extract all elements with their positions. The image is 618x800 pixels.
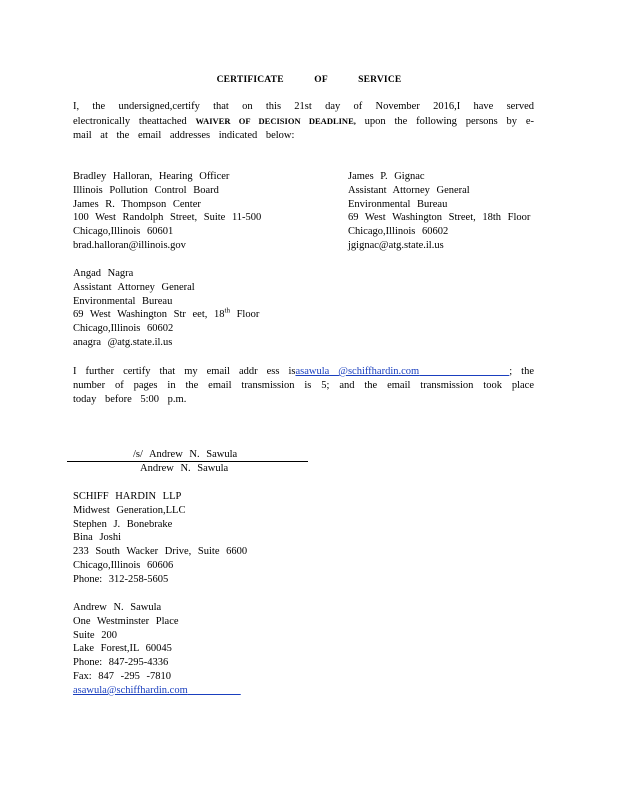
signature-electronic: /s/ Andrew N. Sawula	[133, 449, 238, 460]
contact-block	[73, 601, 241, 698]
recipient-name: Angad Nagra	[73, 268, 134, 279]
recipient-name: James P. Gignac	[348, 171, 425, 182]
intro-text-2: upon the following persons by e-mail at the email addresses indicated below:	[73, 116, 535, 141]
recipient-building: James R. Thompson Center	[73, 198, 201, 210]
contact-name: Andrew N. Sawula	[73, 602, 162, 613]
recipient-title: Assistant Attorney General	[73, 281, 195, 293]
contact-street: One Westminster Place	[73, 615, 179, 627]
contact-city: Lake Forest,IL 60045	[73, 643, 172, 655]
document-name: WAIVER OF DECISION DEADLINE,	[195, 116, 356, 126]
firm-client: Midwest Generation,LLC	[73, 504, 186, 516]
recipient-dept: Environmental Bureau	[348, 198, 448, 210]
recipient-name: Bradley Halloran, Hearing Officer	[73, 171, 230, 182]
page-title: CERTIFICATE OF SERVICE	[216, 75, 402, 85]
signature-line	[67, 461, 308, 462]
recipient-street: 69 West Washington Str eet, 18th Floor	[73, 306, 260, 321]
contact-phone: Phone: 847-295-4336	[73, 657, 169, 669]
contact-suite: Suite 200	[73, 629, 117, 641]
further-certify-paragraph	[73, 365, 534, 407]
contact-fax: Fax: 847 -295 -7810	[73, 670, 172, 682]
recipient-halloran	[73, 170, 261, 253]
recipient-email: anagra @atg.state.il.us	[73, 336, 173, 348]
intro-text-1: I, the undersigned,certify that on this 21st day of November 2016,I have served electronically theattached	[73, 101, 534, 127]
firm-city: Chicago,Illinois 60606	[73, 559, 174, 571]
recipient-street: 100 West Randolph Street, Suite 11-500	[73, 212, 262, 224]
recipient-org: Illinois Pollution Control Board	[73, 184, 219, 196]
further-text-1: I further certify that my email addr ess is	[73, 366, 296, 377]
intro-paragraph	[73, 100, 534, 143]
firm-attorney: Stephen J. Bonebrake	[73, 518, 173, 530]
recipient-dept: Environmental Bureau	[73, 295, 173, 307]
further-text-2: ; the number of pages in the email transmission is 5; and the email transmission took place today before 5:00 p.m.	[73, 366, 534, 405]
firm-street: 233 South Wacker Drive, Suite 6600	[73, 546, 248, 558]
recipient-city: Chicago,Illinois 60602	[348, 226, 449, 238]
recipient-title: Assistant Attorney General	[348, 184, 470, 196]
signature-printed-name: Andrew N. Sawula	[140, 463, 229, 474]
firm-name: SCHIFF HARDIN LLP	[73, 491, 182, 502]
recipient-email: brad.halloran@illinois.gov	[73, 239, 186, 251]
recipient-gignac	[348, 170, 530, 253]
recipient-street: 69 West Washington Street, 18th Floor	[348, 212, 531, 224]
contact-email-link[interactable]: asawula@schiffhardin.com	[73, 684, 188, 696]
recipient-nagra	[73, 267, 259, 350]
recipient-email: jgignac@atg.state.il.us	[348, 239, 444, 251]
recipient-city: Chicago,Illinois 60602	[73, 323, 174, 335]
firm-phone: Phone: 312-258-5605	[73, 573, 169, 585]
firm-attorney: Bina Joshi	[73, 532, 122, 544]
recipient-city: Chicago,Illinois 60601	[73, 226, 174, 238]
email-link[interactable]: asawula @schiffhardin.com	[295, 366, 420, 377]
firm-block	[73, 490, 247, 587]
